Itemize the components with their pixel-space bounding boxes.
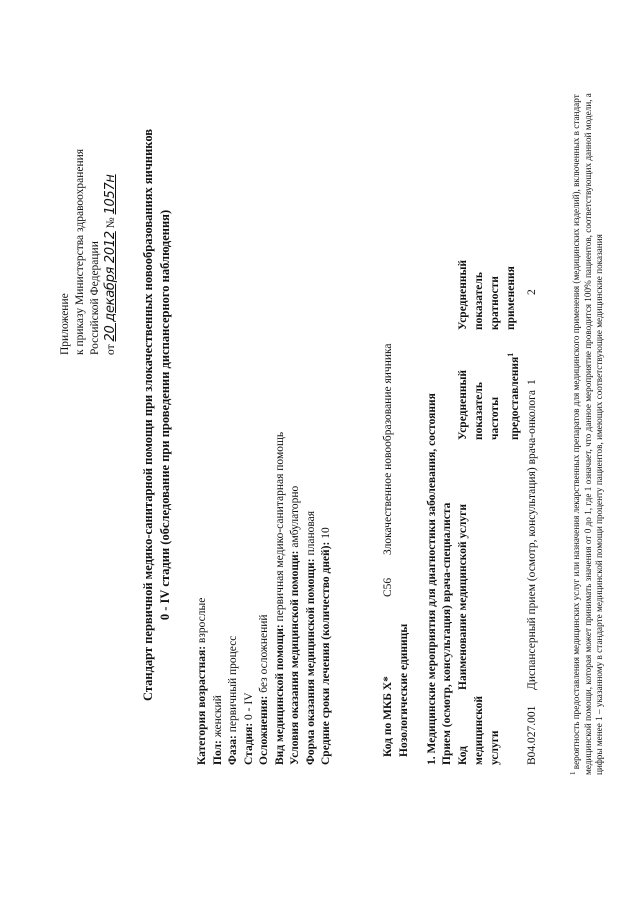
table-row-frequency: 1 <box>526 379 538 385</box>
annex-line-1: Приложение <box>59 293 71 355</box>
footnote-text: вероятность предоставления медицинских услуг или назначения лекарственных препаратов для медицинского применения (медицинских изделий), включенных в стандарт медицинской помощи, которая может принимать значения от 0 до 1, где 1 означает, что данное мероприятие проводится 100% пациентов, соответствующих данной модели, а цифры менее 1 – указанному в стандарте медицинской помощи проценту пациентов, имеющих соответствующие медицинские показания <box>571 93 605 775</box>
annex-line-2: к приказу Министерства здравоохранения <box>74 148 86 355</box>
annex-number-sign: № <box>105 217 117 229</box>
annex-date-handwritten: 20 декабря 2012 <box>103 231 118 342</box>
icd-row <box>380 343 396 757</box>
annex-line-3: Российской Федерации <box>89 241 101 355</box>
icd-block <box>380 343 412 757</box>
annex-date-prefix: от <box>105 344 117 355</box>
icd-code: C56 <box>382 577 394 597</box>
table-header-multiplicity: Усредненный показатель кратности применения <box>457 259 517 330</box>
param-age: Категория возрастная: взрослые <box>196 597 208 765</box>
title-line-1: Стандарт первичной медико-санитарной помощи при злокачественных новообразованиях яичников <box>141 128 155 702</box>
param-stage: Стадия: 0 - IV <box>242 692 255 765</box>
annex-block <box>58 149 119 355</box>
section-heading-block <box>425 393 455 765</box>
table-row-code: B04.027.001 <box>526 705 538 765</box>
icd-nosology-row <box>396 343 412 757</box>
title-line-2: 0 - IV стадии (обследование при проведении диспансерного наблюдения) <box>158 209 172 621</box>
param-care-form: Форма оказания медицинской помощи: плановая <box>304 510 317 765</box>
param-sex: Пол: женский <box>211 695 224 765</box>
standard-parameters <box>195 432 335 765</box>
table-row-name: Диспансерный прием (осмотр, консультация) врача-онколога <box>526 390 538 690</box>
icd-nosology-label: Нозологические единицы <box>398 623 410 757</box>
table-header-code: Код медицинской услуги <box>457 695 501 765</box>
icd-code-label: Код по МКБ X* <box>382 676 394 757</box>
table-row-multiplicity: 2 <box>526 289 538 295</box>
icd-description: Злокачественное новообразование яичника <box>382 343 394 555</box>
param-care-type: Вид медицинской помощи: первичная медико-санитарная помощь <box>273 431 286 765</box>
section-heading: 1. Медицинские мероприятия для диагностики заболевания, состояния <box>426 393 438 765</box>
annex-number-handwritten: 1057н <box>103 174 118 215</box>
param-complications: Осложнения: без осложнений <box>258 614 270 765</box>
param-duration: Средние сроки лечения (количество дней): 10 <box>320 527 332 765</box>
table-header-footnote-marker: 1 <box>506 352 515 357</box>
footnote-marker: 1 <box>569 771 577 775</box>
footnote <box>568 85 606 775</box>
table-header-frequency: Усредненный показатель частоты предоставления$^1$ <box>457 352 521 440</box>
section-subheading: Прием (осмотр, консультация) врача-специалиста <box>441 502 453 765</box>
param-phase: Фаза: первичный процесс <box>227 635 239 765</box>
table-header-name: Наименование медицинской услуги <box>457 503 469 690</box>
document-title <box>140 35 174 795</box>
param-care-conditions: Условия оказания медицинской помощи: амбулаторно <box>289 485 301 765</box>
annex-date-line <box>103 149 119 355</box>
